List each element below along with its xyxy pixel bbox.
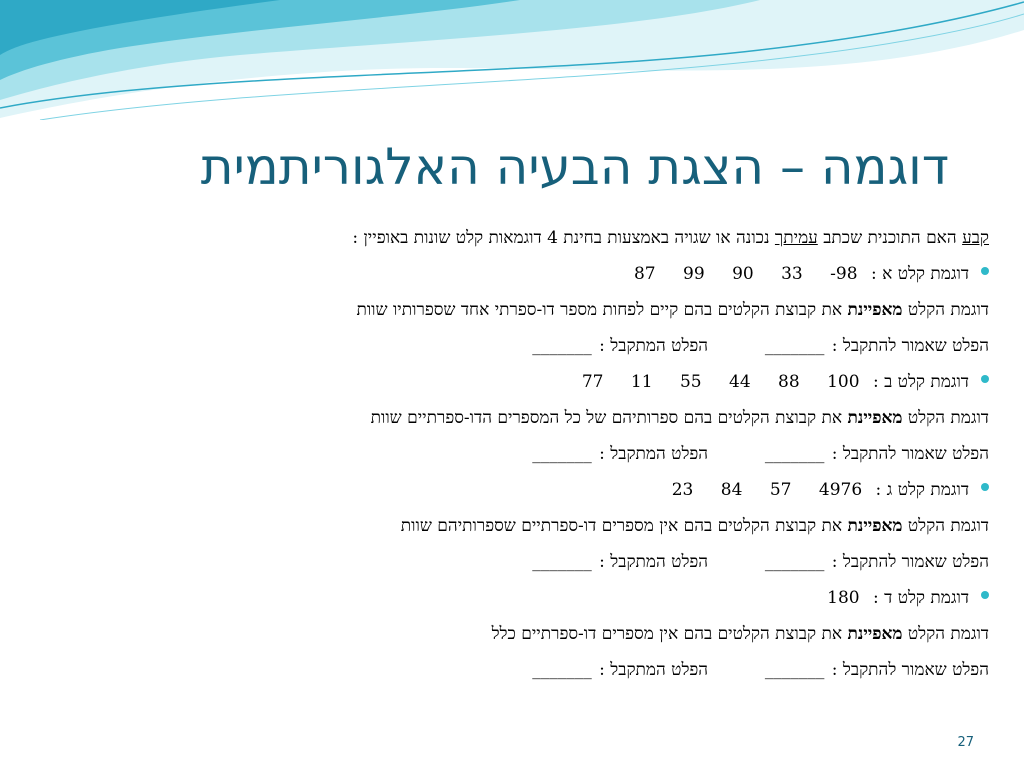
example-a-desc-pre: דוגמת הקלט — [902, 300, 989, 320]
intro-colleague: עמיתך — [774, 228, 818, 248]
example-c-expected-blank[interactable]: _______ — [764, 552, 825, 572]
intro-line — [29, 225, 989, 261]
example-c-actual-label: הפלט המתקבל : — [599, 552, 709, 572]
bullet-icon — [981, 375, 989, 383]
example-c-input-line — [29, 477, 989, 513]
example-c-desc-bold: מאפיינת — [847, 516, 903, 536]
example-d-actual-blank[interactable]: _______ — [532, 660, 592, 680]
example-b-actual-blank[interactable]: _______ — [532, 444, 592, 464]
example-c-actual-blank[interactable]: _______ — [532, 552, 592, 572]
example-b-expected-label: הפלט שאמור להתקבל : — [831, 444, 989, 464]
example-d-desc-bold: מאפיינת — [847, 624, 903, 644]
example-c-desc-pre: דוגמת הקלט — [902, 516, 989, 536]
example-a-input-line — [29, 261, 989, 297]
example-b-desc — [29, 405, 989, 441]
example-a-expected-blank[interactable]: _______ — [764, 336, 825, 356]
bullet-icon — [981, 591, 989, 599]
slide-body — [29, 225, 989, 693]
example-c-expected-label: הפלט שאמור להתקבל : — [831, 552, 989, 572]
example-b-desc-bold: מאפיינת — [847, 408, 903, 428]
example-b-output-line — [29, 441, 989, 477]
example-b-label: דוגמת קלט ב : — [872, 372, 969, 392]
example-d-label: דוגמת קלט ד : — [872, 588, 969, 608]
example-a-numbers: 98- 33 90 99 87 — [633, 264, 858, 284]
header-wave-decoration — [0, 0, 1024, 120]
example-c-output-line — [29, 549, 989, 585]
example-b-actual-label: הפלט המתקבל : — [599, 444, 709, 464]
example-d-input-line — [29, 585, 989, 621]
example-c-desc — [29, 513, 989, 549]
example-d-desc — [29, 621, 989, 657]
example-d-desc-pre: דוגמת הקלט — [902, 624, 989, 644]
intro-text-1: האם התוכנית שכתב — [817, 228, 963, 248]
example-d-expected-blank[interactable]: _______ — [764, 660, 825, 680]
bullet-icon — [981, 483, 989, 491]
intro-keyword: קבע — [962, 228, 989, 248]
bullet-icon — [981, 267, 989, 275]
example-a-actual-label: הפלט המתקבל : — [599, 336, 709, 356]
example-c-label: דוגמת קלט ג : — [875, 480, 969, 500]
example-c-numbers: 4976 57 84 23 — [671, 480, 863, 500]
example-a-desc — [29, 297, 989, 333]
example-b-numbers: 100 88 44 55 11 77 — [581, 372, 860, 392]
example-a-label: דוגמת קלט א : — [870, 264, 969, 284]
example-d-numbers: 180 — [827, 588, 860, 608]
example-a-expected-label: הפלט שאמור להתקבל : — [831, 336, 989, 356]
example-c-desc-post: את קבוצת הקלטים בהם אין מספרים דו-ספרתיים שספרותיהם שוות — [400, 516, 848, 536]
example-d-output-line — [29, 657, 989, 693]
example-b-expected-blank[interactable]: _______ — [764, 444, 825, 464]
example-a-desc-post: את קבוצת הקלטים בהם קיים לפחות מספר דו-ספרתי אחד שספרותיו שוות — [356, 300, 848, 320]
example-d-desc-post: את קבוצת הקלטים בהם אין מספרים דו-ספרתיים כלל — [491, 624, 848, 644]
example-b-desc-post: את קבוצת הקלטים בהם ספרותיהם של כל המספרים הדו-ספרתיים שוות — [370, 408, 848, 428]
example-d-actual-label: הפלט המתקבל : — [599, 660, 709, 680]
slide-title: דוגמה – הצגת הבעיה האלגוריתמית — [200, 138, 949, 196]
example-a-desc-bold: מאפיינת — [847, 300, 903, 320]
intro-text-2: נכונה או שגויה באמצעות בחינת 4 דוגמאות קלט שונות באופיין : — [352, 228, 775, 248]
example-b-input-line — [29, 369, 989, 405]
page-number: 27 — [957, 735, 974, 750]
example-b-desc-pre: דוגמת הקלט — [902, 408, 989, 428]
example-d-expected-label: הפלט שאמור להתקבל : — [831, 660, 989, 680]
example-a-output-line — [29, 333, 989, 369]
example-a-actual-blank[interactable]: _______ — [532, 336, 592, 356]
